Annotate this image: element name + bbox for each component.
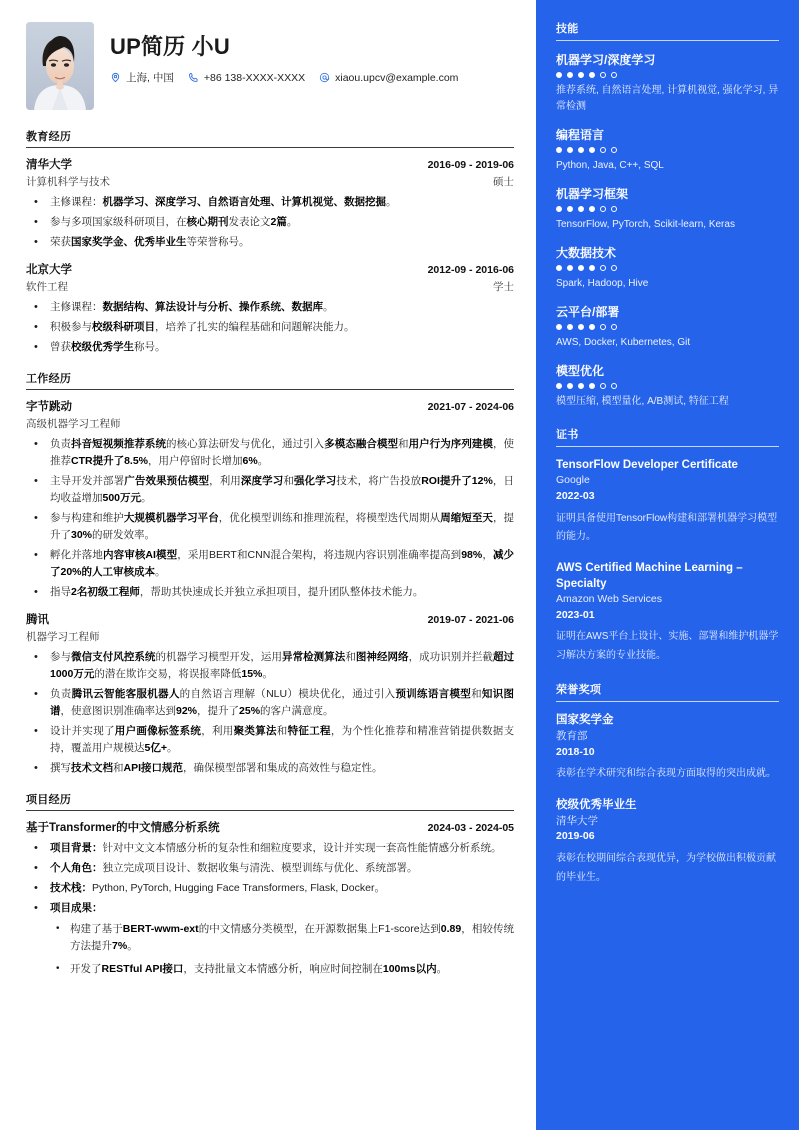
award-list [556,712,779,887]
skill-level-dot [567,324,573,330]
certificate-description: 证明具备使用TensorFlow构建和部署机器学习模型的能力。 [556,512,778,543]
contact-phone [188,72,305,84]
profile-photo [26,22,94,110]
award-date: 2018-10 [556,745,595,758]
certificate-name: AWS Certified Machine Learning – Specialty [556,561,743,590]
skill-level-dot [556,324,562,330]
sidebar-title-skills: 技能 [556,20,779,41]
certificate-description: 证明在AWS平台上设计、实施、部署和维护机器学习解决方案的专业技能。 [556,631,779,661]
certificate-item [556,560,779,666]
resume-sidebar [536,0,799,1130]
skill-level-dot [589,383,595,389]
section-projects [26,791,514,978]
contact-email [319,72,458,84]
skill-level-dot [589,324,595,330]
skill-level-dot [556,206,562,212]
contact-row [110,70,468,85]
resume-entry [26,820,514,978]
bullet-item: • 负责腾讯云智能客服机器人的自然语言理解（NLU）模块优化，通过引入预训练语言模型和知识图谱，使意图识别准确率达到92%，提升了25%的客户满意度。 [26,686,514,720]
contact-email-text: xiaou.upcv@example.com [335,71,459,84]
entry-subtitle: 计算机科学与技术 [26,176,110,189]
skill-detail: 模型压缩, 模型量化, A/B测试, 特征工程 [556,396,729,407]
entry-organization: 腾讯 [26,614,49,627]
award-item [556,712,779,784]
skill-item [556,303,779,351]
skill-level-dot [556,265,562,271]
bullet-item: • 项目背景：针对中文文本情感分析的复杂性和细粒度要求，设计并实现一套高性能情感分析系统。 [26,840,514,857]
resume-entry [26,612,514,777]
skill-level-dot [567,206,573,212]
skill-detail: Python, Java, C++, SQL [556,160,664,171]
entry-degree: 学士 [493,281,514,294]
skill-level-dot [600,324,606,330]
sidebar-title-certificates: 证书 [556,426,779,447]
phone-icon [188,72,199,83]
entry-bullets [26,436,514,601]
entry-organization: 清华大学 [26,159,72,171]
skill-level-dot [556,72,562,78]
bullet-item: • 主导开发并部署广告效果预估模型，利用深度学习和强化学习技术，将广告投放ROI提升了12%，日均收益增加500万元。 [26,473,514,507]
entry-organization: 基于Transformer的中文情感分析系统 [26,822,220,835]
bullet-item: • 设计并实现了用户画像标签系统，利用聚类算法和特征工程，为个性化推荐和精准营销提供数据支持，覆盖用户规模达5亿+。 [26,723,514,757]
skill-level-dots [556,383,779,389]
skill-detail: AWS, Docker, Kubernetes, Git [556,337,691,348]
entry-bullets [26,649,514,777]
award-name: 国家奖学金 [556,714,614,727]
entry-date: 2019-07 - 2021-06 [427,614,514,627]
skill-name: 模型优化 [556,364,605,378]
entry-subtitle: 高级机器学习工程师 [26,418,121,431]
skill-level-dot [611,72,617,78]
skill-level-dots [556,265,779,271]
education-entries [26,157,514,356]
bullet-item: • 项目成果： • 构建了基于BERT-wwm-ext的中文情感分类模型，在开源数据集上F1-score达到0.89，相较传统方法提升7%。 • 开发了RESTful API接口，支持批量文本情感分析，响应时间控制在100ms以内。 [26,900,514,978]
skill-level-dot [578,324,584,330]
entry-date: 2016-09 - 2019-06 [427,159,514,171]
bullet-item: • 孵化并落地内容审核AI模型，采用BERT和CNN混合架构，将违规内容识别准确率提高到98%，减少了20%的人工审核成本。 [26,547,514,581]
skill-detail: Spark, Hadoop, Hive [556,278,649,289]
entry-degree: 硕士 [493,176,514,189]
bullet-item: • 负责抖音短视频推荐系统的核心算法研发与优化，通过引入多模态融合模型和用户行为序列建模，使推荐CTR提升了8.5%，用户停留时长增加6%。 [26,436,514,470]
skill-level-dot [556,383,562,389]
skill-level-dots [556,147,779,153]
bullet-item: • 主修课程：数据结构、算法设计与分析、操作系统、数据库。 [26,299,514,316]
skill-name: 编程语言 [556,128,605,142]
sidebar-section-skills [556,20,779,410]
skill-level-dot [600,383,606,389]
skill-item [556,126,779,174]
skill-level-dot [578,206,584,212]
skill-level-dot [611,265,617,271]
skill-level-dot [589,72,595,78]
contact-location [110,70,174,85]
skill-level-dot [611,324,617,330]
skill-name: 云平台/部署 [556,305,620,319]
skill-name: 大数据技术 [556,246,617,260]
skill-level-dot [611,147,617,153]
award-name: 校级优秀毕业生 [556,798,637,811]
bullet-item: • 荣获国家奖学金、优秀毕业生等荣誉称号。 [26,234,514,251]
skill-level-dot [578,147,584,153]
skill-level-dot [600,147,606,153]
sidebar-section-awards [556,681,779,887]
bullet-item: • 技术栈：Python, PyTorch, Hugging Face Transformers, Flask, Docker。 [26,880,514,897]
award-issuer: 教育部 [556,729,588,742]
certificate-date: 2023-01 [556,608,595,621]
certificate-issuer: Google [556,474,590,487]
skill-item [556,51,779,115]
certificate-list [556,457,779,665]
skill-level-dot [567,383,573,389]
entry-organization: 北京大学 [26,264,72,277]
section-work [26,370,514,777]
skill-level-dot [556,147,562,153]
section-education [26,128,514,356]
entry-date: 2012-09 - 2016-06 [427,264,514,277]
resume-header [26,22,514,110]
bullet-item: • 开发了RESTful API接口，支持批量文本情感分析，响应时间控制在100ms以内。 [50,961,514,978]
contact-location-text: 上海, 中国 [126,72,174,85]
skill-item [556,362,779,410]
award-date: 2019-06 [556,830,595,843]
skill-level-dot [611,383,617,389]
at-email-icon [319,72,330,83]
skill-item [556,185,779,233]
skill-level-dot [589,265,595,271]
bullet-item: • 主修课程：机器学习、深度学习、自然语言处理、计算机视觉、数据挖掘。 [26,194,514,211]
skill-level-dots [556,324,779,330]
skill-level-dots [556,206,779,212]
header-text-block [110,22,468,85]
skill-level-dot [567,265,573,271]
skill-level-dot [589,147,595,153]
resume-entry [26,157,514,251]
skill-level-dot [600,206,606,212]
certificate-item [556,457,779,547]
entry-bullets [26,299,514,356]
skill-level-dot [578,383,584,389]
skill-level-dot [578,72,584,78]
skill-level-dot [567,72,573,78]
bullet-item: • 参与多项国家级科研项目，在核心期刊发表论文2篇。 [26,214,514,231]
skill-detail: TensorFlow, PyTorch, Scikit-learn, Keras [556,219,735,230]
certificate-issuer: Amazon Web Services [556,592,663,605]
section-title-projects: 项目经历 [26,791,514,811]
certificate-name: TensorFlow Developer Certificate [556,459,738,471]
work-entries [26,399,514,777]
candidate-name: UP简历 小U [110,34,230,59]
location-pin-icon [110,72,121,83]
bullet-item: • 撰写技术文档和API接口规范，确保模型部署和集成的高效性与稳定性。 [26,760,514,777]
skill-level-dot [600,72,606,78]
bullet-item: • 个人角色：独立完成项目设计、数据收集与清洗、模型训练与优化、系统部署。 [26,860,514,877]
skill-level-dot [600,265,606,271]
skill-level-dot [567,147,573,153]
award-description: 表彰在学术研究和综合表现方面取得的突出成就。 [556,768,776,780]
skill-detail: 推荐系统, 自然语言处理, 计算机视觉, 强化学习, 异常检测 [556,85,779,112]
skill-level-dots [556,72,779,78]
certificate-date: 2022-03 [556,489,595,502]
bullet-item: • 参与微信支付风控系统的机器学习模型开发，运用异常检测算法和图神经网络，成功识别并拦截超过1000万元的潜在欺诈交易，将误报率降低15%。 [26,649,514,683]
sidebar-title-awards: 荣誉奖项 [556,681,779,702]
skill-level-dot [589,206,595,212]
award-issuer: 清华大学 [556,814,598,827]
entry-date: 2024-03 - 2024-05 [427,822,514,835]
skill-name: 机器学习框架 [556,187,629,201]
bullet-item: • 参与构建和维护大规模机器学习平台，优化模型训练和推理流程，将模型迭代周期从周缩短至天，提升了30%的研发效率。 [26,510,514,544]
bullet-item: • 指导2名初级工程师，帮助其快速成长并独立承担项目，提升团队整体技术能力。 [26,584,514,601]
award-item [556,797,779,887]
entry-bullets [26,194,514,251]
skill-name: 机器学习/深度学习 [556,53,656,67]
contact-phone-text: +86 138-XXXX-XXXX [203,71,306,84]
bullet-item: • 曾获校级优秀学生称号。 [26,339,514,356]
section-title-work: 工作经历 [26,370,514,390]
sidebar-section-certificates [556,426,779,665]
project-entries [26,820,514,978]
bullet-item: • 积极参与校级科研项目，培养了扎实的编程基础和问题解决能力。 [26,319,514,336]
skill-level-dot [611,206,617,212]
resume-entry [26,399,514,601]
entry-subtitle: 软件工程 [26,281,68,294]
bullet-item: • 构建了基于BERT-wwm-ext的中文情感分类模型，在开源数据集上F1-score达到0.89，相较传统方法提升7%。 [50,921,514,955]
entry-organization: 字节跳动 [26,401,72,414]
resume-entry [26,262,514,356]
entry-date: 2021-07 - 2024-06 [427,401,514,414]
skill-list [556,51,779,410]
skill-item [556,244,779,292]
skill-level-dot [578,265,584,271]
entry-subtitle: 机器学习工程师 [26,631,100,644]
award-description: 表彰在校期间综合表现优异，为学校做出积极贡献的毕业生。 [556,853,776,883]
entry-bullets [26,840,514,978]
entry-subbullets [50,921,514,978]
section-title-education: 教育经历 [26,128,514,148]
